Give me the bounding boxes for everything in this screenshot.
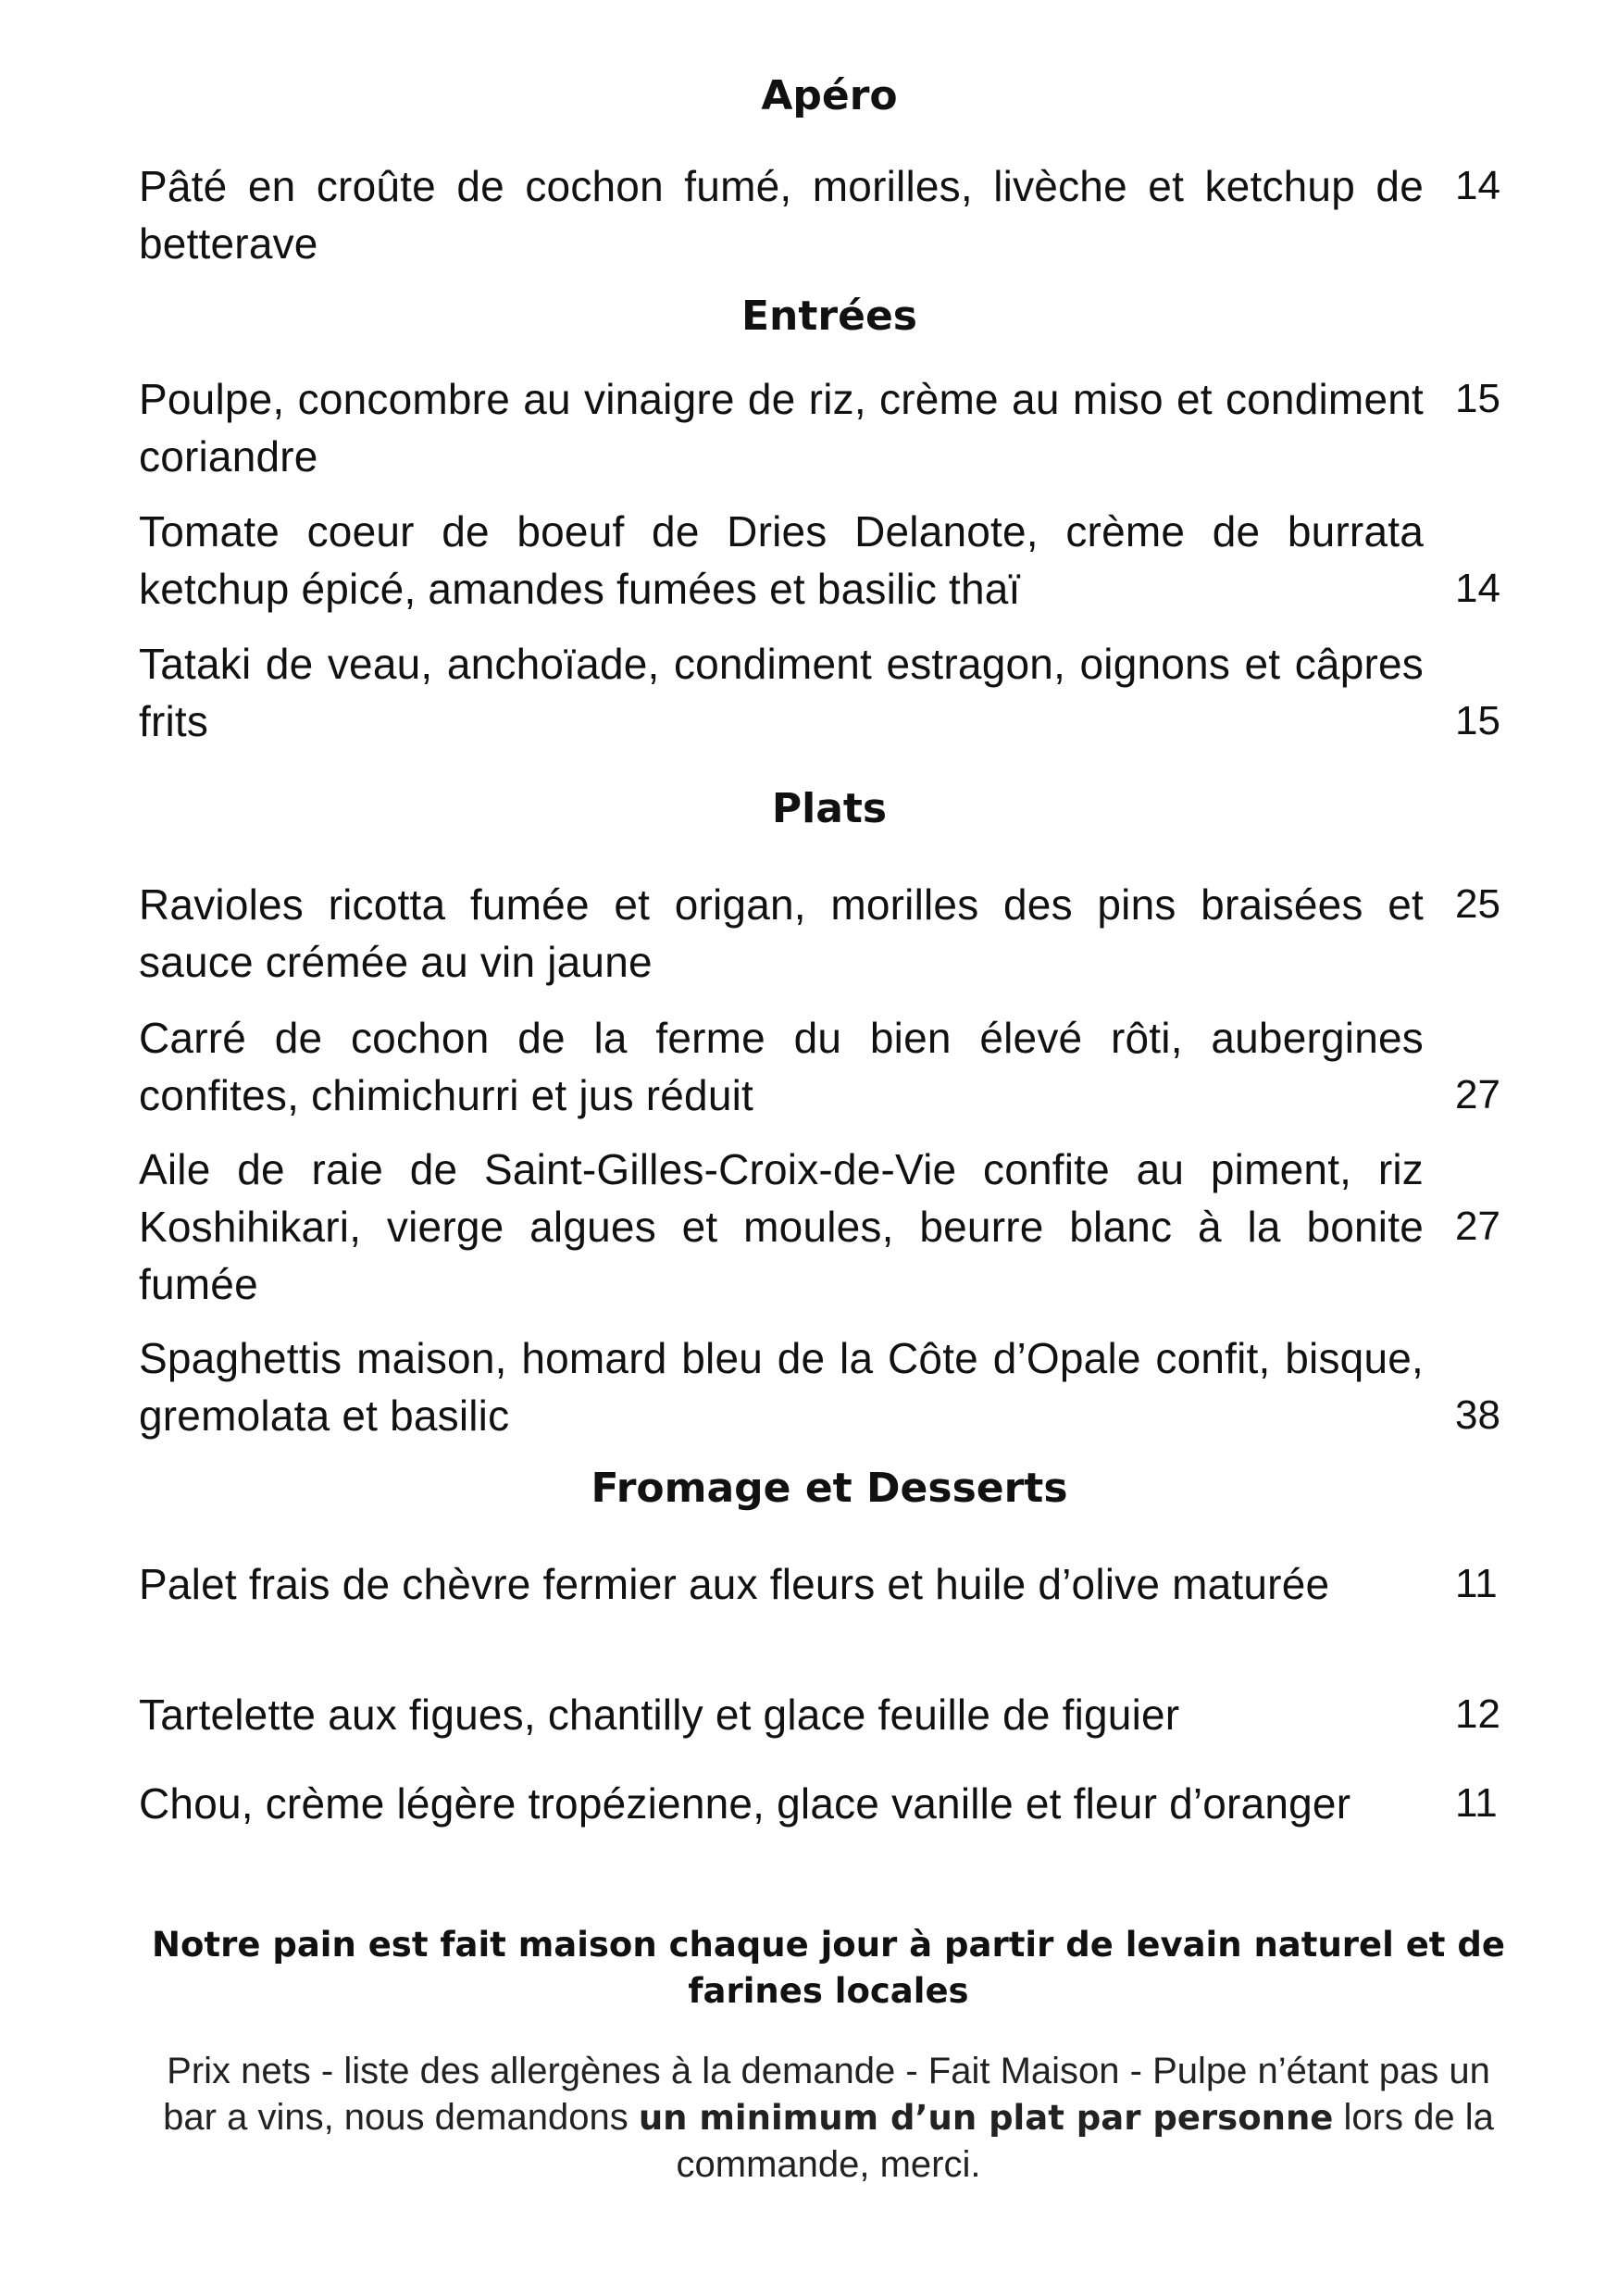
item-price: 14 [1455,163,1500,208]
item-description: Tomate coeur de boeuf de Dries Delanote, crème de burrata ketchup épicé, amandes fumées et basilic thaï [139,507,1424,613]
footer-text-end: lors de la commande, merci. [676,2097,1494,2185]
menu-item [139,1009,1518,1124]
item-price: 11 [1455,1780,1498,1826]
footer-text-start: Prix nets - liste des allergènes à la demande - Fait Maison - Pulpe n’étant pas un bar a vins, nous demandons [163,2051,1490,2138]
footer-note [139,2048,1518,2188]
item-description: Chou, crème légère tropézienne, glace vanille et fleur d’oranger [139,1779,1351,1828]
section-title-entrees: Entrées [741,293,917,340]
item-price: 14 [1455,566,1500,611]
menu-item [139,635,1518,750]
item-description: Pâté en croûte de cochon fumé, morilles, livèche et ketchup de betterave [139,162,1424,268]
item-description: Carré de cochon de la ferme du bien élevé rôti, aubergines confites, chimichurri et jus réduit [139,1014,1424,1119]
item-description: Ravioles ricotta fumée et origan, morilles des pins braisées et sauce crémée au vin jaune [139,880,1424,986]
item-price: 11 [1455,1561,1498,1606]
item-description: Aile de raie de Saint-Gilles-Croix-de-Vie confite au piment, riz Koshihikari, vierge algues et moules, beurre blanc à la bonite fumée [139,1145,1424,1308]
bread-note: Notre pain est fait maison chaque jour à partir de levain naturel et de farines locales [152,1925,1505,2011]
item-description: Tataki de veau, anchoïade, condiment estragon, oignons et câpres frits [139,640,1424,745]
section-title-apero: Apéro [761,72,898,119]
menu-item [139,1141,1518,1313]
menu-item [139,1686,1518,1743]
section-title-fromage-desserts: Fromage et Desserts [591,1465,1068,1512]
item-price: 15 [1455,698,1500,743]
item-description: Spaghettis maison, homard bleu de la Côte d’Opale confit, bisque, gremolata et basilic [139,1334,1424,1440]
menu-item [139,1555,1518,1613]
item-price: 27 [1455,1072,1500,1117]
item-price: 12 [1455,1691,1500,1737]
menu-item [139,157,1518,272]
item-price: 25 [1455,881,1500,927]
item-price: 27 [1455,1204,1500,1249]
footer-minimum-order: un minimum d’un plat par personne [638,2098,1334,2138]
item-price: 15 [1455,376,1500,421]
item-description: Poulpe, concombre au vinaigre de riz, crème au miso et condiment coriandre [139,375,1424,480]
item-price: 38 [1455,1392,1500,1438]
menu-item [139,1329,1518,1444]
menu-item [139,370,1518,485]
menu-item [139,1775,1518,1832]
menu-item [139,503,1518,618]
section-title-plats: Plats [771,785,888,832]
item-description: Palet frais de chèvre fermier aux fleurs et huile d’olive maturée [139,1560,1330,1608]
item-description: Tartelette aux figues, chantilly et glace feuille de figuier [139,1691,1180,1739]
menu-item [139,876,1518,991]
